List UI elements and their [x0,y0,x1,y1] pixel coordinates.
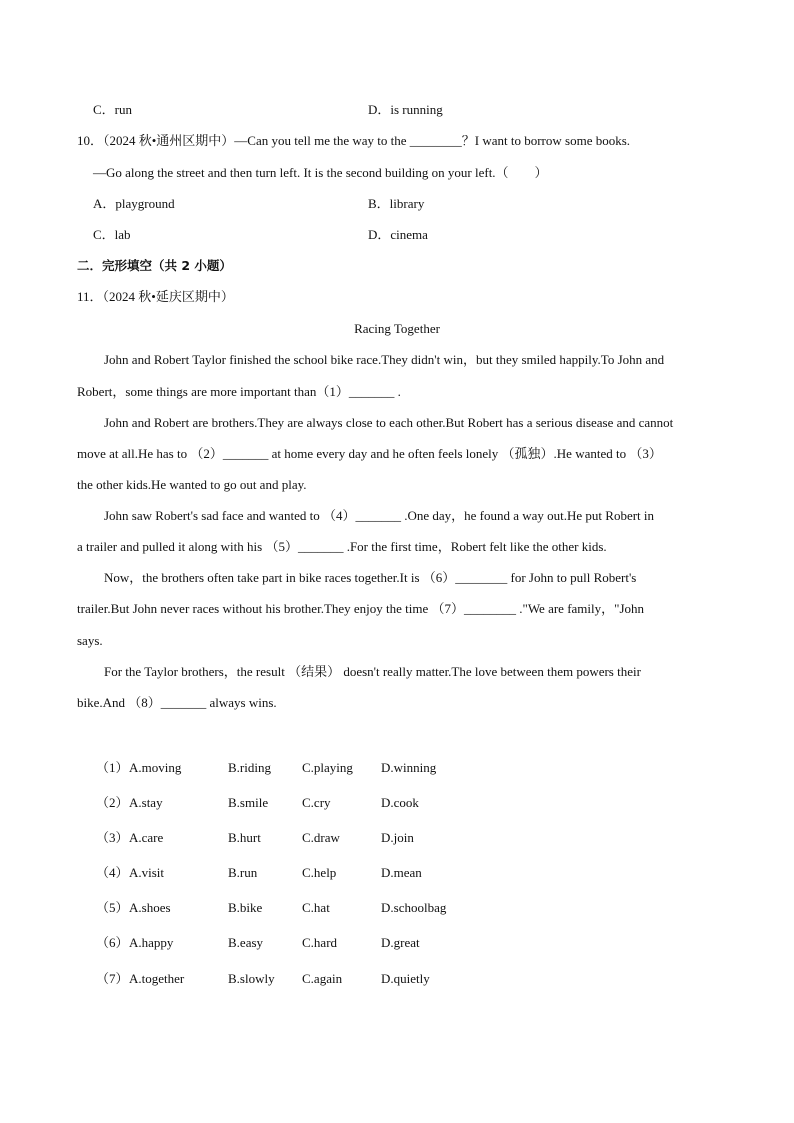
passage-line: trailer.But John never races without his brother.They enjoy the time （7）________ ."We are family，"John [77,601,644,616]
option-c: C.playing [302,760,353,775]
passage-line: Robert，some things are more important than（1）_______ . [77,384,401,399]
passage-line: a trailer and pulled it along with his （5）_______ .For the first time，Robert felt like the other kids. [77,539,607,554]
passage-line: says. [77,633,103,648]
q9-option-c: C．run [93,102,133,117]
option-d: D.quietly [381,971,430,986]
option-a: A.stay [129,795,163,810]
q10-stem-line2: —Go along the street and then turn left. It is the second building on your left.（ ） [93,165,548,180]
q10-option-d: D．cinema [368,227,428,242]
option-number: （7） [96,971,129,986]
q10-option-c: C．lab [93,227,131,242]
section-heading: 二．完形填空（共 2 小题） [77,258,232,273]
option-c: C.again [302,971,343,986]
option-d: D.mean [381,865,422,880]
option-c: C.help [302,865,337,880]
passage-line: bike.And （8）_______ always wins. [77,695,277,710]
option-d: D.schoolbag [381,900,447,915]
option-a: A.shoes [129,900,171,915]
option-d: D.winning [381,760,437,775]
passage-line: move at all.He has to （2）_______ at home every day and he often feels lonely （孤独）.He wanted to （3） [77,446,662,461]
option-b: B.easy [228,935,264,950]
q10-option-a: A．playground [93,196,175,211]
option-number: （1） [96,760,129,775]
passage-line: the other kids.He wanted to go out and play. [77,477,307,492]
option-c: C.draw [302,830,340,845]
option-d: D.cook [381,795,419,810]
option-b: B.slowly [228,971,275,986]
option-c: C.hard [302,935,338,950]
option-number: （5） [96,900,129,915]
option-a: A.together [129,971,185,986]
passage-title: Racing Together [354,321,440,336]
option-b: B.smile [228,795,269,810]
option-b: B.riding [228,760,271,775]
option-number: （3） [96,830,129,845]
option-a: A.visit [129,865,165,880]
option-number: （2） [96,795,129,810]
q10-option-b: B．library [368,196,425,211]
passage-line: Now，the brothers often take part in bike races together.It is （6）________ for John to pull Robert's [104,570,637,585]
option-b: B.bike [228,900,263,915]
option-d: D.join [381,830,414,845]
option-c: C.cry [302,795,331,810]
option-b: B.hurt [228,830,261,845]
option-a: A.care [129,830,164,845]
option-b: B.run [228,865,258,880]
passage-line: John and Robert are brothers.They are always close to each other.But Robert has a serious disease and cannot [104,415,674,430]
option-a: A.moving [129,760,182,775]
option-c: C.hat [302,900,330,915]
passage-line: For the Taylor brothers，the result （结果） doesn't really matter.The love between them powers their [104,664,641,679]
passage-line: John and Robert Taylor finished the school bike race.They didn't win，but they smiled happily.To John and [104,352,665,367]
option-d: D.great [381,935,420,950]
passage-line: John saw Robert's sad face and wanted to （4）_______ .One day，he found a way out.He put Robert in [104,508,655,523]
option-a: A.happy [129,935,174,950]
option-number: （6） [96,935,129,950]
q10-stem-line1: 10．（2024 秋•通州区期中）—Can you tell me the way to the ________？I want to borrow some books. [77,133,631,148]
q11-stem: 11．（2024 秋•延庆区期中） [77,289,234,304]
q9-option-d: D．is running [368,102,443,117]
option-number: （4） [96,865,129,880]
